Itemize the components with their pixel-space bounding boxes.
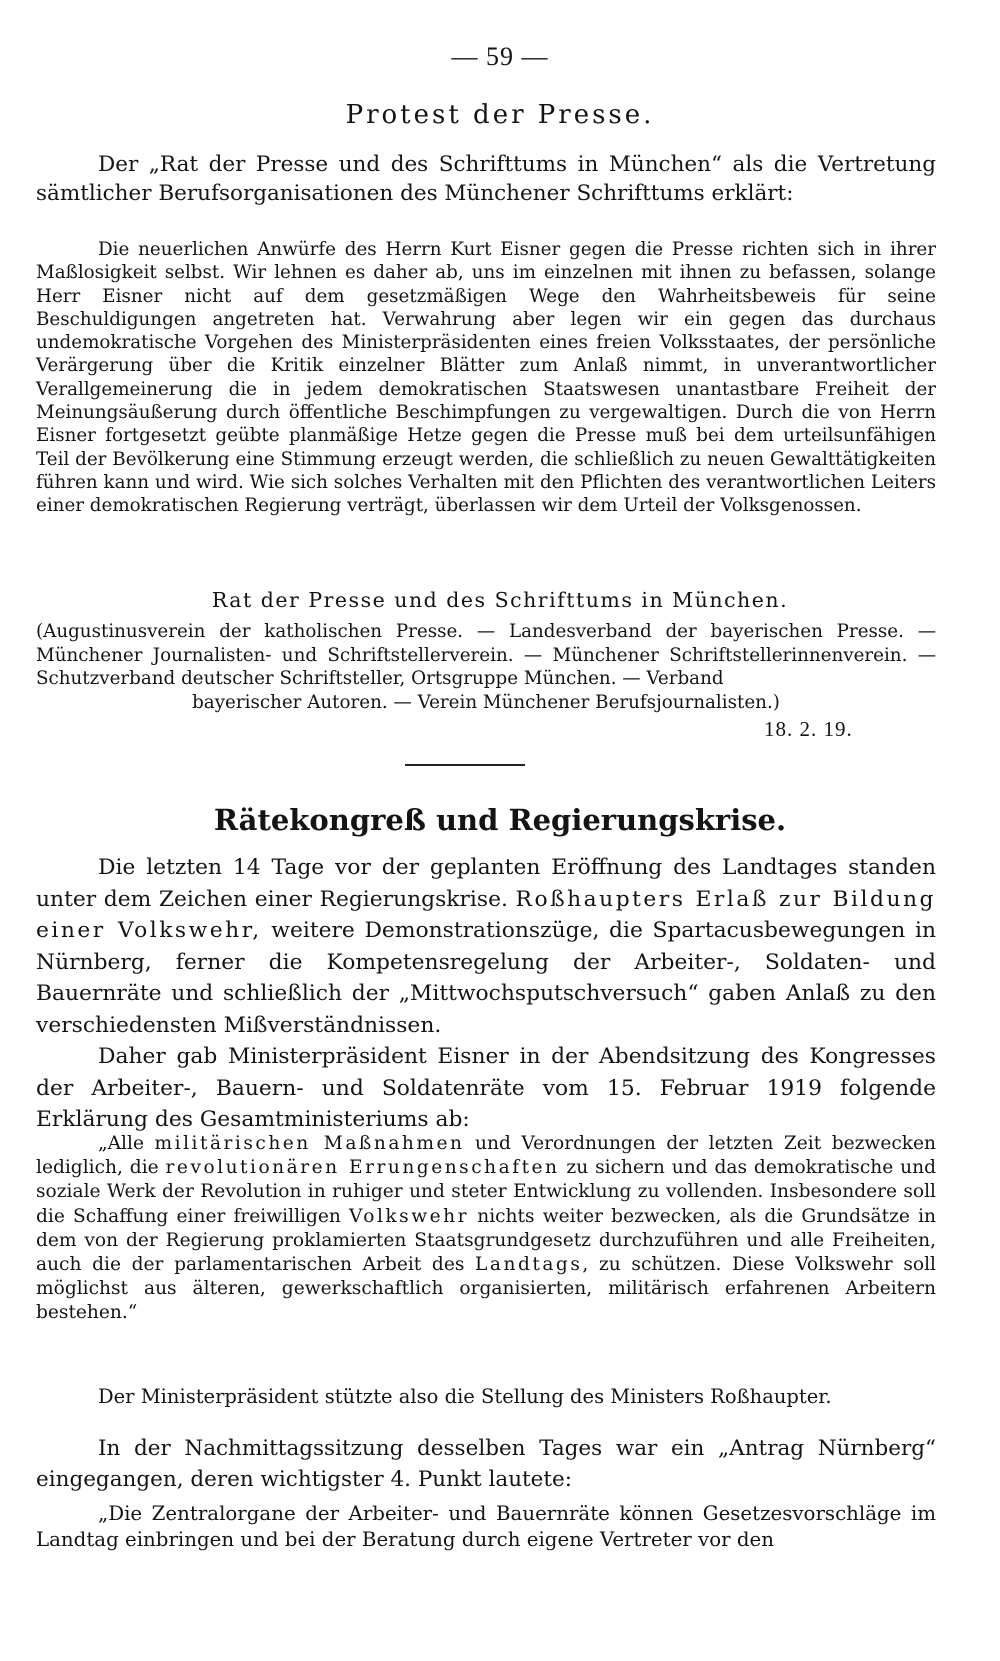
paragraph-erklaerung: Daher gab Ministerpräsident Eisner in der Abendsitzung des Kongresses der Arbeiter-, Bauern- und Soldatenräte vom 15. Februar 1919 folgende Erklärung des Gesamtministeriums ab: — [36, 1044, 936, 1132]
paragraph-regierungskrise — [36, 852, 936, 1041]
intro-paragraph — [36, 150, 936, 208]
main-paragraphs — [36, 852, 936, 1136]
declaration-paragraph — [36, 238, 936, 518]
quote-fragment: zu sichern und das demokratische und soziale Werk der Revolution in ruhiger und steter Entwicklung zu vollenden. Insbesondere soll die Schaffung einer freiwilligen — [36, 1157, 936, 1227]
intro-text: Der „Rat der Presse und des Schrifttums in München“ als die Vertretung sämtlicher Berufsorganisationen des Münchener Schrifttums erklärt: — [36, 152, 936, 206]
section-divider — [405, 764, 525, 766]
signature-line: Rat der Presse und des Schrifttums in München. — [211, 588, 789, 612]
spaced-emphasis: Roßhaupters Erlaß zur Bildung einer Volkswehr, — [36, 886, 936, 943]
paragraph-antrag-nuernberg — [36, 1433, 936, 1495]
member-organizations-last-line: bayerischer Autoren. — Verein Münchener Berufsjournalisten.) — [192, 691, 780, 713]
quotation-text — [36, 1132, 936, 1326]
member-organizations-text: (Augustinusverein der katholischen Presse. — Landesverband der bayerischen Presse. — Münchener Journalisten- und Schriftstellerverein. — Münchener Schriftstellerinnenverein. — Schutzverband deutscher Schriftsteller, Ortsgruppe München. — Verband — [36, 621, 936, 689]
member-organizations — [36, 620, 936, 714]
paragraph-text: Die letzten 14 Tage vor der geplanten Eröffnung des Landtages standen unter dem Zeichen einer Regierungskrise. — [36, 855, 936, 912]
quote-fragment: , zu schützen. Diese Volkswehr soll möglichst aus älteren, gewerkschaftlich organisierten, militärisch erfahrenen Arbeitern bestehen.“ — [36, 1254, 936, 1324]
quote-fragment: und Verordnungen der letzten Zeit bezwecken lediglich, die — [36, 1133, 937, 1179]
date-line: 18. 2. 19. — [764, 717, 853, 741]
paragraph-text: weitere Demonstrationszüge, die Spartacusbewegungen in Nürnberg, ferner die Kompetensregelung der Arbeiter-, Soldaten- und Bauernräte und schließlich der „Mittwochsputschversuch“ gaben Anlaß zu den verschiedensten Mißverständnissen. — [36, 918, 936, 1038]
quotation-antrag — [36, 1501, 936, 1552]
quote-fragment: nichts weiter bezwecken, als die Grundsätze in dem von der Regierung proklamierten Staatsgrundgesetz durchzuführen und alle Freiheiten, auch die der parlamentarischen Arbeit des — [36, 1205, 936, 1276]
quote-fragment: „Alle — [98, 1133, 155, 1154]
paragraph-text: Der Ministerpräsident stützte also die Stellung des Ministers Roßhaupter. — [98, 1385, 832, 1408]
page-number: — 59 — — [451, 42, 549, 71]
paragraph-rosshaupter — [36, 1384, 936, 1410]
paragraph-text: In der Nachmittagssitzung desselben Tages war ein „Antrag Nürnberg“ eingegangen, deren wichtigster 4. Punkt lautete: — [36, 1436, 936, 1492]
spaced-emphasis: revolutionären Errungenschaften — [165, 1157, 560, 1179]
spaced-emphasis: Landtags — [475, 1254, 583, 1276]
section-title-raetekongress: Rätekongreß und Regierungskrise. — [213, 803, 787, 837]
quotation-gesamtministerium — [36, 1132, 936, 1326]
spaced-emphasis: militärischen Maßnahmen — [154, 1133, 465, 1154]
declaration-text: Die neuerlichen Anwürfe des Herrn Kurt Eisner gegen die Presse richten sich in ihrer Maßlosigkeit selbst. Wir lehnen es daher ab, uns im einzelnen mit ihnen zu befassen, solange Herr Eisner nicht auf dem gesetzmäßigen Wege den Wahrheitsbeweis für seine Beschuldigungen angetreten hat. Verwahrung aber legen wir ein gegen das durchaus undemokratische Vorgehen des Ministerpräsidenten eines freien Volksstaates, der persönliche Verärgerung über die Kritik einzelner Blätter zum Anlaß nimmt, in unverantwortlicher Verallgemeinerung die in jedem demokratischen Staatswesen unantastbare Freiheit der Meinungsäußerung durch öffentliche Beschimpfungen zu vergewaltigen. Durch die von Herrn Eisner fortgesetzt geübte planmäßige Hetze gegen die Presse muß bei dem urteilsunfähigen Teil der Bevölkerung eine Stimmung erzeugt werden, die schließlich zu neuen Gewalttätigkeiten führen kann und wird. Wie sich solches Verhalten mit den Pflichten des verantwortlichen Leiters einer demokratischen Regierung verträgt, überlassen wir dem Urteil der Volksgenossen. — [36, 239, 936, 517]
quotation-text: „Die Zentralorgane der Arbeiter- und Bauernräte können Gesetzesvorschläge im Landtag einbringen und bei der Beratung durch eigene Vertreter vor den — [36, 1502, 936, 1551]
spaced-emphasis: Volkswehr — [349, 1205, 470, 1227]
section-title-protest: Protest der Presse. — [345, 100, 655, 130]
